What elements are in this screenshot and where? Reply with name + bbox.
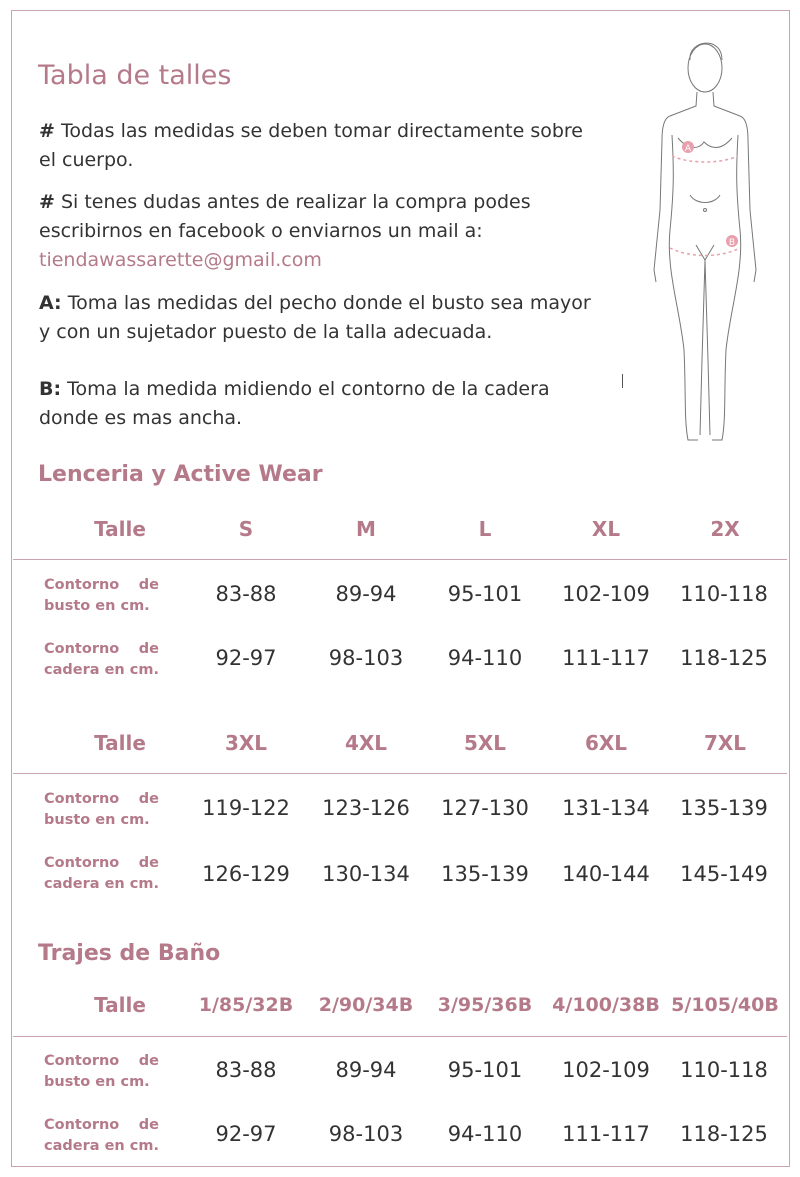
measure-a-note — [39, 289, 599, 347]
table-cell: 123-126 — [322, 796, 410, 820]
size-header-cell: 7XL — [703, 731, 747, 755]
body-measurement-figure — [640, 30, 765, 460]
table-cell: 98-103 — [328, 646, 404, 670]
size-header-cell: 4/100/38B — [552, 994, 660, 1016]
intro-note-1 — [39, 117, 599, 175]
table-divider — [13, 1036, 787, 1037]
table-cell: 140-144 — [562, 862, 650, 886]
table-cell: 83-88 — [215, 582, 277, 606]
size-header-cell: XL — [591, 517, 621, 541]
size-header-cell: 6XL — [584, 731, 628, 755]
size-header-cell: 5XL — [463, 731, 507, 755]
intro-note-1-text: Todas las medidas se deben tomar directamente sobre el cuerpo. — [39, 120, 583, 171]
hash-mark: # — [39, 191, 55, 213]
table-cell: 83-88 — [215, 1058, 277, 1082]
table-cell: 92-97 — [215, 646, 277, 670]
table-divider — [13, 773, 787, 774]
table-cell: 89-94 — [335, 1058, 397, 1082]
table-cell: 145-149 — [680, 862, 768, 886]
table-row-cadera — [0, 852, 800, 896]
table-cell: 92-97 — [215, 1122, 277, 1146]
table-cell: 127-130 — [441, 796, 529, 820]
table-cell: 98-103 — [328, 1122, 404, 1146]
hip-measure-line — [670, 248, 740, 256]
table-cell: 119-122 — [202, 796, 290, 820]
size-header-cell: 5/105/40B — [671, 994, 779, 1016]
table-cell: 102-109 — [562, 582, 650, 606]
row-label-busto: Contorno de busto en cm. — [44, 1053, 159, 1090]
table-cell: 94-110 — [447, 1122, 523, 1146]
measure-a-text: Toma las medidas del pecho donde el busto sea mayor y con un sujetador puesto de la talla adecuada. — [39, 292, 591, 343]
measure-b-mark: B: — [39, 378, 62, 400]
measure-a-mark: A: — [39, 292, 62, 314]
table-cell: 102-109 — [562, 1058, 650, 1082]
table-cell: 89-94 — [335, 582, 397, 606]
table-cell: 130-134 — [322, 862, 410, 886]
page-title: Tabla de talles — [38, 60, 232, 91]
table-cell: 111-117 — [562, 1122, 650, 1146]
measure-b-text: Toma la medida midiendo el contorno de la cadera donde es mas ancha. — [39, 378, 550, 429]
bust-measure-line — [672, 156, 738, 162]
size-header-cell: S — [238, 517, 254, 541]
talle-header: Talle — [94, 731, 146, 755]
table-cell: 118-125 — [680, 646, 768, 670]
table-divider — [13, 559, 787, 560]
hash-mark: # — [39, 120, 55, 142]
size-header-row — [20, 509, 790, 549]
table-cell: 111-117 — [562, 646, 650, 670]
table-cell: 95-101 — [447, 582, 523, 606]
marker-b-label: B — [728, 238, 736, 248]
table-row-busto — [0, 574, 800, 618]
stray-mark — [622, 374, 623, 388]
table-cell: 110-118 — [680, 582, 768, 606]
table-row-busto — [0, 788, 800, 832]
table-cell: 95-101 — [447, 1058, 523, 1082]
talle-header: Talle — [94, 517, 146, 541]
table-cell: 118-125 — [680, 1122, 768, 1146]
table-row-cadera — [0, 1114, 800, 1158]
table-cell: 126-129 — [202, 862, 290, 886]
size-header-cell: M — [356, 517, 376, 541]
section-heading-banio: Trajes de Baño — [38, 941, 221, 966]
measure-b-note — [39, 375, 599, 433]
talle-header: Talle — [94, 993, 146, 1017]
intro-note-2-text: Si tenes dudas antes de realizar la compra podes escribirnos en facebook o enviarnos un mail a: — [39, 191, 531, 242]
size-header-cell: 4XL — [344, 731, 388, 755]
table-row-busto — [0, 1050, 800, 1094]
row-label-cadera: Contorno de cadera en cm. — [44, 641, 159, 678]
intro-note-2 — [39, 188, 599, 275]
table-cell: 131-134 — [562, 796, 650, 820]
table-row-cadera — [0, 638, 800, 682]
size-header-cell: 3/95/36B — [437, 994, 533, 1016]
row-label-busto: Contorno de busto en cm. — [44, 791, 159, 828]
size-header-cell: 3XL — [224, 731, 268, 755]
size-header-cell: 2X — [710, 517, 740, 541]
row-label-cadera: Contorno de cadera en cm. — [44, 1117, 159, 1154]
size-header-cell: 2/90/34B — [318, 994, 414, 1016]
size-header-row — [20, 723, 790, 763]
section-heading-lenceria: Lenceria y Active Wear — [38, 462, 323, 487]
table-cell: 135-139 — [441, 862, 529, 886]
size-header-cell: L — [478, 517, 492, 541]
table-cell: 94-110 — [447, 646, 523, 670]
row-label-busto: Contorno de busto en cm. — [44, 577, 159, 614]
measurement-guides — [640, 30, 765, 460]
marker-a-label: A — [684, 144, 692, 154]
table-cell: 110-118 — [680, 1058, 768, 1082]
row-label-cadera: Contorno de cadera en cm. — [44, 855, 159, 892]
size-header-row — [20, 985, 790, 1025]
contact-email-link[interactable]: tiendawassarette@gmail.com — [39, 249, 322, 271]
table-cell: 135-139 — [680, 796, 768, 820]
size-header-cell: 1/85/32B — [198, 994, 294, 1016]
